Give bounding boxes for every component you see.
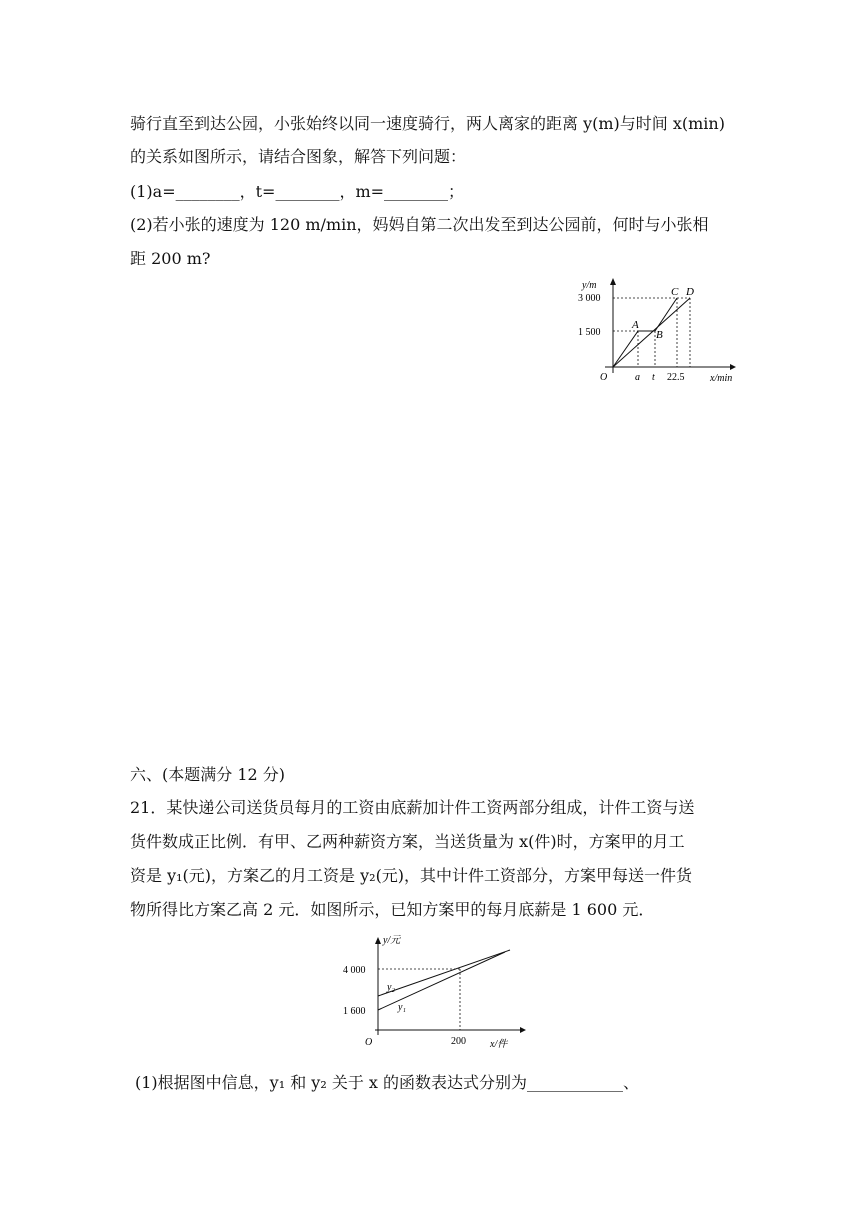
problem20-text-line-2: 的关系如图所示，请结合图象，解答下列问题： xyxy=(130,147,467,166)
x-tick-a: a xyxy=(635,372,640,383)
problem21-text-line-3: 资是 y₁(元)，方案乙的月工资是 y₂(元)，其中计件工资部分，方案甲每送一件货 xyxy=(130,866,693,885)
point-a-label: A xyxy=(632,319,639,331)
y-tick-1600: 1 600 xyxy=(343,1006,366,1017)
problem20-question-2-line-1: (2)若小张的速度为 120 m/min，妈妈自第二次出发至到达公园前，何时与小张相 xyxy=(130,215,709,234)
point-b-label: B xyxy=(656,329,663,341)
y-tick-4000: 4 000 xyxy=(343,965,366,976)
y-tick-3000: 3 000 xyxy=(578,293,601,304)
y-axis-label: y/m xyxy=(582,280,597,291)
problem20-question-2-line-2: 距 200 m? xyxy=(130,249,211,268)
problem21-question-1: (1)根据图中信息，y₁ 和 y₂ 关于 x 的函数表达式分别为____________、 xyxy=(135,1073,640,1092)
problem21-text-line-2: 货件数成正比例．有甲、乙两种薪资方案，当送货量为 x(件)时，方案甲的月工 xyxy=(130,832,685,851)
problem20-text-line-1: 骑行直至到达公园，小张始终以同一速度骑行，两人离家的距离 y(m)与时间 x(min) xyxy=(130,114,725,133)
origin-label: O xyxy=(600,372,608,383)
y-tick-1500: 1 500 xyxy=(578,327,601,338)
point-c-label: C xyxy=(671,286,679,298)
problem21-text-line-4: 物所得比方案乙高 2 元．如图所示，已知方案甲的每月底薪是 1 600 元． xyxy=(130,900,655,919)
x-tick-200: 200 xyxy=(451,1036,466,1047)
point-d-label: D xyxy=(686,286,694,298)
problem21-text-line-1: 21．某快递公司送货员每月的工资由底薪加计件工资两部分组成，计件工资与送 xyxy=(130,798,695,817)
problem21-salary-graph xyxy=(335,930,535,1055)
problem20-distance-time-graph xyxy=(570,275,740,390)
line-label-y1: y₁ xyxy=(398,1002,406,1013)
section-6-heading: 六、(本题满分 12 分) xyxy=(130,765,286,784)
line-label-y2: y₂ xyxy=(387,982,395,993)
y-axis-label-2: y/元 xyxy=(383,935,401,946)
origin-label-2: O xyxy=(365,1037,373,1048)
x-tick-22-5: 22.5 xyxy=(667,372,685,383)
problem20-question-1: (1)a=________，t=________，m=________； xyxy=(130,182,465,201)
x-tick-t: t xyxy=(652,372,655,383)
x-axis-label-2: x/件 xyxy=(490,1039,508,1050)
x-axis-label: x/min xyxy=(710,373,733,384)
